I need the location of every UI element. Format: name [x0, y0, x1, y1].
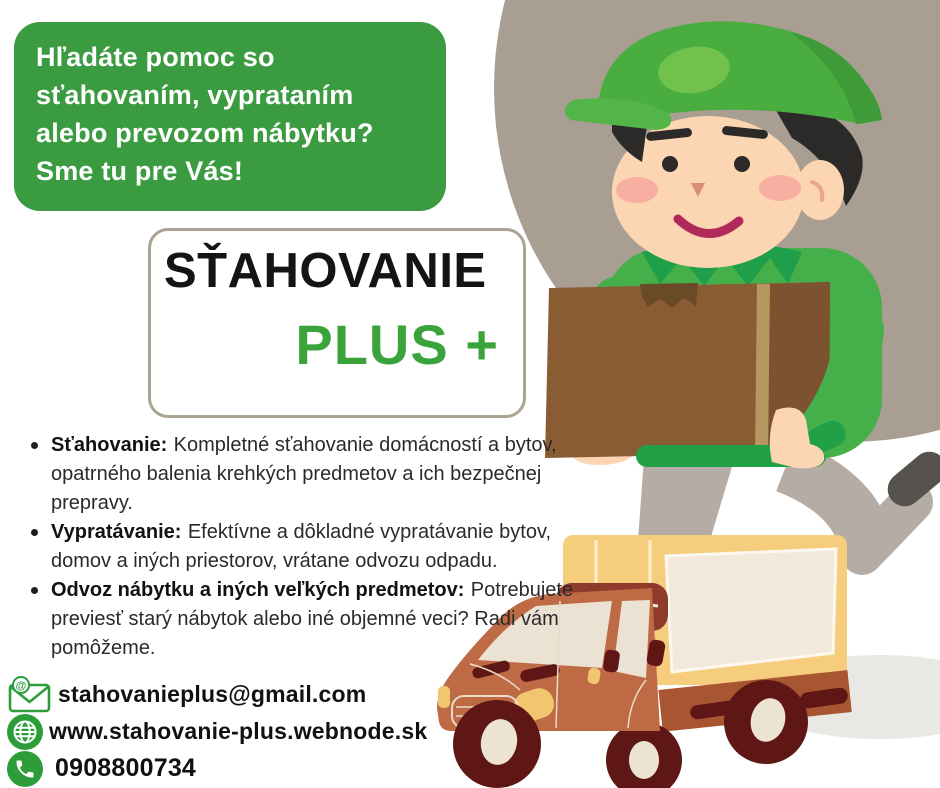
- contact-block: [6, 676, 427, 787]
- website-url: www.stahovanie-plus.webnode.sk: [49, 718, 428, 744]
- cargo-panel: [666, 549, 836, 672]
- bullet-dot: [31, 529, 38, 536]
- phone-icon: [6, 750, 44, 788]
- service-label: Odvoz nábytku a iných veľkých predmetov:: [51, 579, 465, 601]
- globe-icon: [6, 713, 44, 751]
- service-item-stahovanie: [28, 431, 594, 518]
- headline-line: Sme tu pre Vás!: [36, 156, 244, 186]
- contact-row-phone: [6, 750, 427, 787]
- service-text: Efektívne a dôkladné vypratávanie bytov, domov a iných priestorov, vrátane odvozu odpadu.: [51, 521, 552, 572]
- headline-banner: [14, 22, 446, 211]
- service-text: Potrebujete previesť starý nábytok alebo iné objemné veci? Radi vám pomôžeme.: [51, 579, 574, 659]
- email-address: stahovanieplus@gmail.com: [58, 681, 367, 707]
- headline-line: Hľadáte pomoc so: [36, 42, 275, 72]
- bullet-dot: [31, 442, 38, 449]
- blush: [616, 177, 658, 203]
- service-label: Sťahovanie:: [51, 434, 168, 456]
- service-label: Vypratávanie:: [51, 521, 182, 543]
- services-list: [28, 431, 594, 663]
- contact-row-email: [6, 676, 427, 713]
- email-icon: [6, 676, 53, 713]
- headline-line: sťahovaním, vyprataním: [36, 80, 354, 110]
- svg-text:@: @: [15, 680, 27, 692]
- brand-subtitle: PLUS +: [295, 313, 499, 376]
- eye: [662, 156, 678, 172]
- brand-card: [148, 228, 526, 418]
- blush: [759, 175, 801, 201]
- phone-number: 0908800734: [55, 754, 197, 782]
- brand-title: SŤAHOVANIE: [164, 244, 487, 298]
- service-item-vypratavanie: [28, 518, 594, 576]
- eye: [734, 156, 750, 172]
- bullet-dot: [31, 587, 38, 594]
- contact-row-website: [6, 713, 427, 750]
- service-item-odvoz-nabytku: [28, 576, 594, 663]
- service-text: Kompletné sťahovanie domácností a bytov, opatrného balenia krehkých predmetov a ich bezpečnej prepravy.: [51, 434, 557, 514]
- headline-line: alebo prevozom nábytku?: [36, 118, 374, 148]
